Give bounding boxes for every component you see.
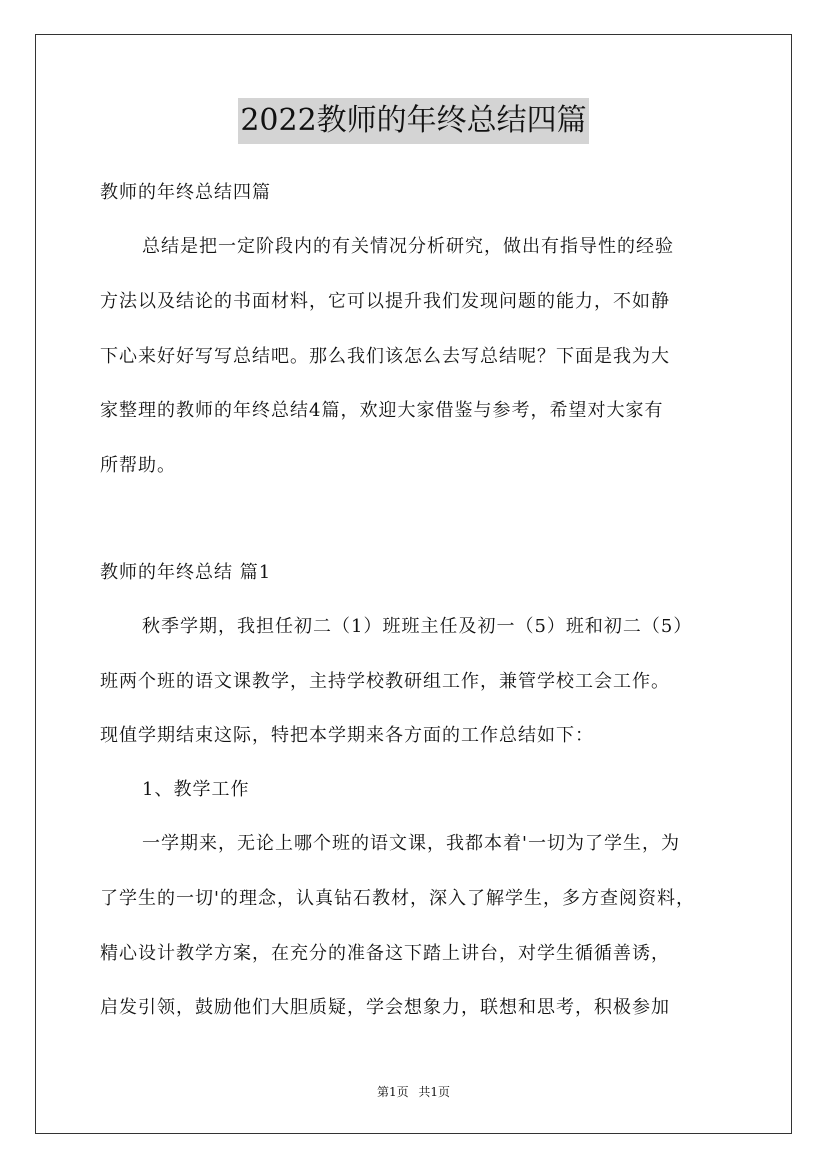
- document-title: 2022教师的年终总结四篇: [238, 98, 588, 144]
- page-footer: [0, 1083, 827, 1101]
- section1-para1-line-3: 现值学期结束这际，特把本学期来各方面的工作总结如下：: [100, 725, 594, 746]
- title-container: [0, 98, 827, 144]
- section1-para1-line-1: 秋季学期，我担任初二（1）班班主任及初一（5）班和初二（5）: [142, 616, 693, 637]
- intro-line-3: 下心来好好写写总结吧。那么我们该怎么去写总结呢？下面是我为大: [100, 346, 670, 367]
- intro-line-5: 所帮助。: [100, 455, 176, 476]
- section1-heading: 教师的年终总结 篇1: [100, 562, 272, 583]
- section1-para2-line-3: 精心设计教学方案，在充分的准备这下踏上讲台，对学生循循善诱，: [100, 943, 670, 964]
- item1-heading: 1、教学工作: [142, 779, 250, 800]
- intro-line-2: 方法以及结论的书面材料，它可以提升我们发现问题的能力，不如静: [100, 291, 670, 312]
- section1-para2-line-1: 一学期来，无论上哪个班的语文课，我都本着'一切为了学生，为: [142, 833, 680, 854]
- section1-para1-line-2: 班两个班的语文课教学，主持学校教研组工作，兼管学校工会工作。: [100, 671, 670, 692]
- intro-line-4: 家整理的教师的年终总结4篇，欢迎大家借鉴与参考，希望对大家有: [100, 400, 664, 421]
- page-number: 第1页: [376, 1085, 409, 1099]
- section1-para2-line-2: 了学生的一切'的理念，认真钻石教材，深入了解学生，多方查阅资料，: [100, 888, 695, 909]
- page-total: 共1页: [418, 1085, 451, 1099]
- document-subtitle: 教师的年终总结四篇: [100, 182, 271, 203]
- intro-line-1: 总结是把一定阶段内的有关情况分析研究，做出有指导性的经验: [142, 236, 674, 257]
- section1-para2-line-4: 启发引领，鼓励他们大胆质疑，学会想象力，联想和思考，积极参加: [100, 997, 670, 1018]
